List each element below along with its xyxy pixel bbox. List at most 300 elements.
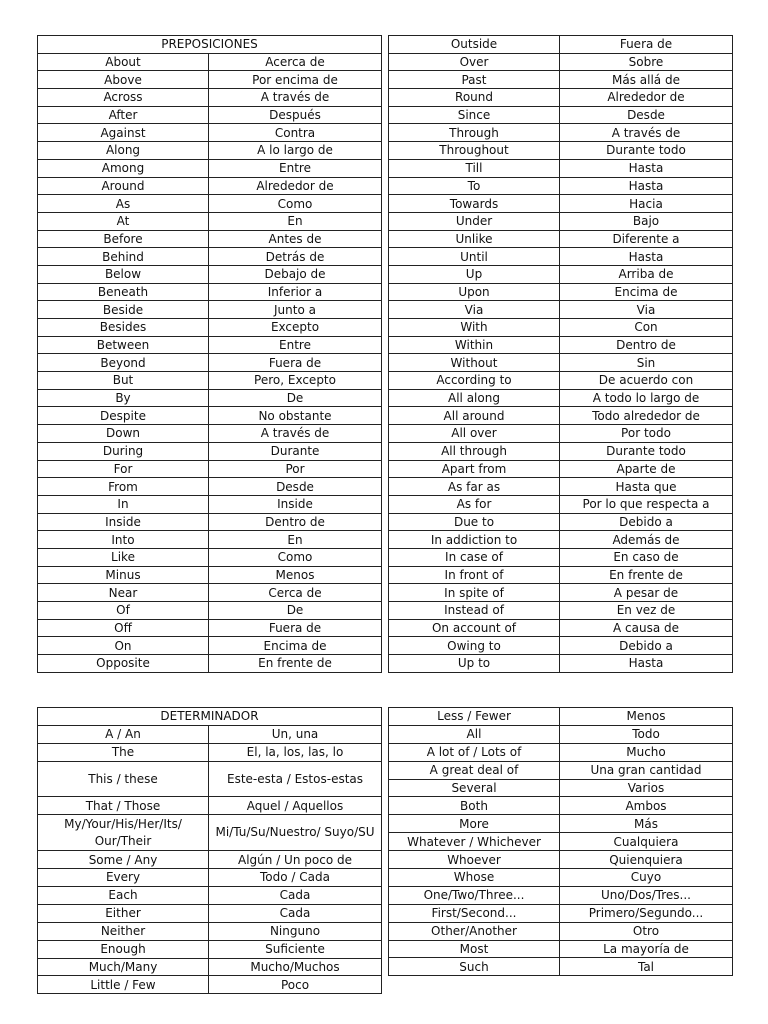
english-term: Outside (389, 36, 560, 54)
table-row (389, 53, 733, 71)
english-term: A / An (38, 725, 209, 743)
spanish-term: Sin (560, 354, 733, 372)
english-term: Enough (38, 940, 209, 958)
english-term: All along (389, 389, 560, 407)
table-row (38, 976, 382, 994)
spanish-term: Mucho (560, 743, 733, 761)
spanish-term: Un, una (209, 725, 382, 743)
english-term: Down (38, 425, 209, 443)
english-term: Through (389, 124, 560, 142)
table-row (38, 851, 382, 869)
spanish-term: Antes de (209, 230, 382, 248)
spanish-term: A todo lo largo de (560, 389, 733, 407)
spanish-term: Durante (209, 442, 382, 460)
table-row (38, 958, 382, 976)
english-term: Less / Fewer (389, 708, 560, 726)
table-row (38, 53, 382, 71)
table-row (38, 495, 382, 513)
spanish-term: Acerca de (209, 53, 382, 71)
table-row (38, 124, 382, 142)
english-term: My/Your/His/Her/Its/ Our/Their (38, 815, 209, 851)
spanish-term: El, la, los, las, lo (209, 743, 382, 761)
table-row (389, 336, 733, 354)
english-term: Over (389, 53, 560, 71)
spanish-term: Alrededor de (209, 177, 382, 195)
english-term: A lot of / Lots of (389, 743, 560, 761)
english-term: All around (389, 407, 560, 425)
english-term: All (389, 725, 560, 743)
table-row (389, 195, 733, 213)
table-row (389, 460, 733, 478)
table-row (38, 725, 382, 743)
english-term: Throughout (389, 142, 560, 160)
spanish-term: Debido a (560, 513, 733, 531)
english-term: As (38, 195, 209, 213)
english-term: Such (389, 958, 560, 976)
spanish-term: En vez de (560, 602, 733, 620)
spanish-term: Encima de (560, 283, 733, 301)
table-row (389, 442, 733, 460)
english-term: In front of (389, 566, 560, 584)
english-term: Against (38, 124, 209, 142)
english-term: Little / Few (38, 976, 209, 994)
spanish-term: Más allá de (560, 71, 733, 89)
table-row (38, 248, 382, 266)
english-term: Beneath (38, 283, 209, 301)
spanish-term: A causa de (560, 619, 733, 637)
english-term: Without (389, 354, 560, 372)
table-row (389, 319, 733, 337)
spanish-term: Como (209, 548, 382, 566)
table-row (38, 815, 382, 851)
spanish-term: A través de (209, 425, 382, 443)
table-row (38, 637, 382, 655)
english-term: Below (38, 265, 209, 283)
spanish-term: Cada (209, 904, 382, 922)
spanish-term: Hacia (560, 195, 733, 213)
spanish-term: Desde (209, 478, 382, 496)
table-row (38, 177, 382, 195)
table-row (389, 89, 733, 107)
english-term: Upon (389, 283, 560, 301)
spanish-term: Por lo que respecta a (560, 495, 733, 513)
spanish-term: A lo largo de (209, 142, 382, 160)
english-term: Towards (389, 195, 560, 213)
spanish-term: Arriba de (560, 265, 733, 283)
table-row (38, 212, 382, 230)
spanish-term: Fuera de (560, 36, 733, 54)
table-row (389, 159, 733, 177)
table-row (38, 71, 382, 89)
spanish-term: Mucho/Muchos (209, 958, 382, 976)
english-term: Above (38, 71, 209, 89)
table-row (38, 743, 382, 761)
table-row (389, 407, 733, 425)
english-term: Several (389, 779, 560, 797)
table-row (38, 531, 382, 549)
spanish-term: Aquel / Aquellos (209, 797, 382, 815)
spanish-term: No obstante (209, 407, 382, 425)
spanish-term: Via (560, 301, 733, 319)
table-row (38, 797, 382, 815)
english-term: Behind (38, 248, 209, 266)
spanish-term: Además de (560, 531, 733, 549)
table-row (389, 513, 733, 531)
english-term: One/Two/Three... (389, 886, 560, 904)
table-row (38, 886, 382, 904)
english-term: This / these (38, 761, 209, 797)
table-row (389, 886, 733, 904)
english-term: At (38, 212, 209, 230)
spanish-term: Fuera de (209, 619, 382, 637)
preposiciones-table-left (37, 35, 382, 673)
spanish-term: Sobre (560, 53, 733, 71)
table-row (389, 212, 733, 230)
spanish-term: En frente de (209, 655, 382, 673)
english-term: More (389, 815, 560, 833)
english-term: Other/Another (389, 922, 560, 940)
english-term: Of (38, 602, 209, 620)
spanish-term: Cuyo (560, 869, 733, 887)
english-term: A great deal of (389, 761, 560, 779)
english-term: Before (38, 230, 209, 248)
english-term: Past (389, 71, 560, 89)
spanish-term: Durante todo (560, 142, 733, 160)
spanish-term: Por todo (560, 425, 733, 443)
spanish-term: Otro (560, 922, 733, 940)
table-row (38, 442, 382, 460)
table-row (389, 124, 733, 142)
spanish-term: Encima de (209, 637, 382, 655)
english-term: That / Those (38, 797, 209, 815)
english-term: Beyond (38, 354, 209, 372)
spanish-term: Aparte de (560, 460, 733, 478)
table-row (389, 958, 733, 976)
table-row (389, 478, 733, 496)
table-row (389, 71, 733, 89)
table-row (38, 513, 382, 531)
spanish-term: Primero/Segundo... (560, 904, 733, 922)
table-row (38, 548, 382, 566)
table-row (38, 655, 382, 673)
table-row (389, 904, 733, 922)
table-row (389, 106, 733, 124)
table-row (389, 283, 733, 301)
spanish-term: Mi/Tu/Su/Nuestro/ Suyo/SU (209, 815, 382, 851)
spanish-term: Cualquiera (560, 833, 733, 851)
english-term: On (38, 637, 209, 655)
table-row (389, 177, 733, 195)
table-row (389, 869, 733, 887)
table-row (389, 637, 733, 655)
table-row (389, 655, 733, 673)
english-term: Whose (389, 869, 560, 887)
spanish-term: Poco (209, 976, 382, 994)
spanish-term: Tal (560, 958, 733, 976)
english-term: All over (389, 425, 560, 443)
table-header-row (38, 708, 382, 726)
spanish-term: A través de (209, 89, 382, 107)
table-row (389, 265, 733, 283)
spanish-term: Hasta (560, 177, 733, 195)
english-term: Instead of (389, 602, 560, 620)
english-term: According to (389, 372, 560, 390)
spanish-term: Cerca de (209, 584, 382, 602)
spanish-term: Debido a (560, 637, 733, 655)
table-row (389, 248, 733, 266)
spanish-term: Alrededor de (560, 89, 733, 107)
english-term: But (38, 372, 209, 390)
table-row (389, 389, 733, 407)
table-row (389, 815, 733, 833)
english-term: Whoever (389, 851, 560, 869)
english-term: From (38, 478, 209, 496)
table-row (38, 142, 382, 160)
table-row (389, 708, 733, 726)
table-row (38, 407, 382, 425)
spanish-term: Debajo de (209, 265, 382, 283)
spanish-term: Todo alrededor de (560, 407, 733, 425)
english-term: As far as (389, 478, 560, 496)
table-row (38, 619, 382, 637)
spanish-term: Hasta que (560, 478, 733, 496)
spanish-term: Ambos (560, 797, 733, 815)
spanish-term: Una gran cantidad (560, 761, 733, 779)
english-term: Under (389, 212, 560, 230)
table-row (389, 36, 733, 54)
table-row (389, 301, 733, 319)
english-term: Across (38, 89, 209, 107)
spanish-term: De acuerdo con (560, 372, 733, 390)
spanish-term: Entre (209, 159, 382, 177)
english-term: Near (38, 584, 209, 602)
spanish-term: Bajo (560, 212, 733, 230)
english-term: Minus (38, 566, 209, 584)
table-row (389, 833, 733, 851)
spanish-term: Hasta (560, 655, 733, 673)
table-row (38, 478, 382, 496)
english-term: By (38, 389, 209, 407)
english-term: During (38, 442, 209, 460)
english-term: About (38, 53, 209, 71)
determinador-table-right (388, 707, 733, 976)
english-term: Whatever / Whichever (389, 833, 560, 851)
table-row (389, 495, 733, 513)
english-term: In (38, 495, 209, 513)
english-term: Either (38, 904, 209, 922)
table-row (389, 619, 733, 637)
spanish-term: En frente de (560, 566, 733, 584)
spanish-term: Cada (209, 886, 382, 904)
spanish-term: Hasta (560, 159, 733, 177)
table-row (38, 372, 382, 390)
table-row (389, 566, 733, 584)
english-term: Owing to (389, 637, 560, 655)
english-term: Round (389, 89, 560, 107)
english-term: Both (389, 797, 560, 815)
table-row (38, 354, 382, 372)
english-term: The (38, 743, 209, 761)
english-term: Like (38, 548, 209, 566)
spanish-term: En caso de (560, 548, 733, 566)
spanish-term: A través de (560, 124, 733, 142)
spanish-term: Desde (560, 106, 733, 124)
spanish-term: Después (209, 106, 382, 124)
english-term: Into (38, 531, 209, 549)
spanish-term: Varios (560, 779, 733, 797)
table-header: DETERMINADOR (38, 708, 382, 726)
table-row (389, 922, 733, 940)
english-term: Much/Many (38, 958, 209, 976)
english-term: Most (389, 940, 560, 958)
table-row (38, 195, 382, 213)
table-row (38, 460, 382, 478)
table-row (38, 922, 382, 940)
table-row (38, 230, 382, 248)
english-term: Between (38, 336, 209, 354)
english-term: Unlike (389, 230, 560, 248)
english-term: Neither (38, 922, 209, 940)
table-row (38, 425, 382, 443)
table-row (38, 283, 382, 301)
table-row (38, 265, 382, 283)
english-term: Some / Any (38, 851, 209, 869)
spanish-term: Con (560, 319, 733, 337)
spanish-term: Diferente a (560, 230, 733, 248)
spanish-term: Suficiente (209, 940, 382, 958)
spanish-term: Por (209, 460, 382, 478)
table-row (38, 904, 382, 922)
spanish-term: Dentro de (209, 513, 382, 531)
determinador-table-left (37, 707, 382, 994)
spanish-term: Detrás de (209, 248, 382, 266)
spanish-term: Menos (209, 566, 382, 584)
english-term: Inside (38, 513, 209, 531)
english-term: Around (38, 177, 209, 195)
spanish-term: Fuera de (209, 354, 382, 372)
english-term: Off (38, 619, 209, 637)
table-row (38, 159, 382, 177)
table-row (389, 584, 733, 602)
table-row (38, 336, 382, 354)
table-row (38, 301, 382, 319)
english-term: All through (389, 442, 560, 460)
table-row (389, 230, 733, 248)
spanish-term: Contra (209, 124, 382, 142)
english-term: Up to (389, 655, 560, 673)
table-row (38, 106, 382, 124)
spanish-term: En (209, 531, 382, 549)
spanish-term: Como (209, 195, 382, 213)
spanish-term: La mayoría de (560, 940, 733, 958)
table-row (38, 319, 382, 337)
table-row (389, 940, 733, 958)
table-row (389, 602, 733, 620)
english-term: Opposite (38, 655, 209, 673)
table-row (38, 761, 382, 797)
english-term: Among (38, 159, 209, 177)
table-row (389, 851, 733, 869)
table-row (389, 761, 733, 779)
english-term: Up (389, 265, 560, 283)
english-term: First/Second... (389, 904, 560, 922)
english-term: Since (389, 106, 560, 124)
spanish-term: Más (560, 815, 733, 833)
english-term: Until (389, 248, 560, 266)
table-row (38, 940, 382, 958)
english-term: Despite (38, 407, 209, 425)
english-term: Each (38, 886, 209, 904)
english-term: In spite of (389, 584, 560, 602)
table-header-row (38, 36, 382, 54)
english-term: As for (389, 495, 560, 513)
spanish-term: Junto a (209, 301, 382, 319)
table-row (389, 548, 733, 566)
table-row (38, 89, 382, 107)
table-row (38, 584, 382, 602)
table-row (389, 779, 733, 797)
spanish-term: De (209, 389, 382, 407)
english-term: Apart from (389, 460, 560, 478)
spanish-term: Todo (560, 725, 733, 743)
preposiciones-table-right (388, 35, 733, 673)
english-term: Beside (38, 301, 209, 319)
table-row (389, 725, 733, 743)
spanish-term: Ninguno (209, 922, 382, 940)
table-row (389, 142, 733, 160)
spanish-term: Inferior a (209, 283, 382, 301)
english-term: With (389, 319, 560, 337)
spanish-term: Este-esta / Estos-estas (209, 761, 382, 797)
spanish-term: Inside (209, 495, 382, 513)
english-term: Every (38, 869, 209, 887)
english-term: In case of (389, 548, 560, 566)
spanish-term: Pero, Excepto (209, 372, 382, 390)
table-row (389, 531, 733, 549)
spanish-term: En (209, 212, 382, 230)
table-row (38, 389, 382, 407)
spanish-term: Hasta (560, 248, 733, 266)
table-row (389, 425, 733, 443)
table-row (389, 372, 733, 390)
table-row (389, 354, 733, 372)
english-term: Due to (389, 513, 560, 531)
spanish-term: Dentro de (560, 336, 733, 354)
spanish-term: Quienquiera (560, 851, 733, 869)
spanish-term: Algún / Un poco de (209, 851, 382, 869)
table-row (38, 566, 382, 584)
english-term: Along (38, 142, 209, 160)
spanish-term: Uno/Dos/Tres... (560, 886, 733, 904)
english-term: For (38, 460, 209, 478)
english-term: Till (389, 159, 560, 177)
english-term: To (389, 177, 560, 195)
table-header: PREPOSICIONES (38, 36, 382, 54)
table-row (38, 869, 382, 887)
spanish-term: Entre (209, 336, 382, 354)
spanish-term: Todo / Cada (209, 869, 382, 887)
english-term: After (38, 106, 209, 124)
table-row (389, 743, 733, 761)
spanish-term: Por encima de (209, 71, 382, 89)
english-term: Via (389, 301, 560, 319)
spanish-term: Excepto (209, 319, 382, 337)
table-row (38, 602, 382, 620)
english-term: In addiction to (389, 531, 560, 549)
spanish-term: De (209, 602, 382, 620)
spanish-term: Menos (560, 708, 733, 726)
english-term: Within (389, 336, 560, 354)
